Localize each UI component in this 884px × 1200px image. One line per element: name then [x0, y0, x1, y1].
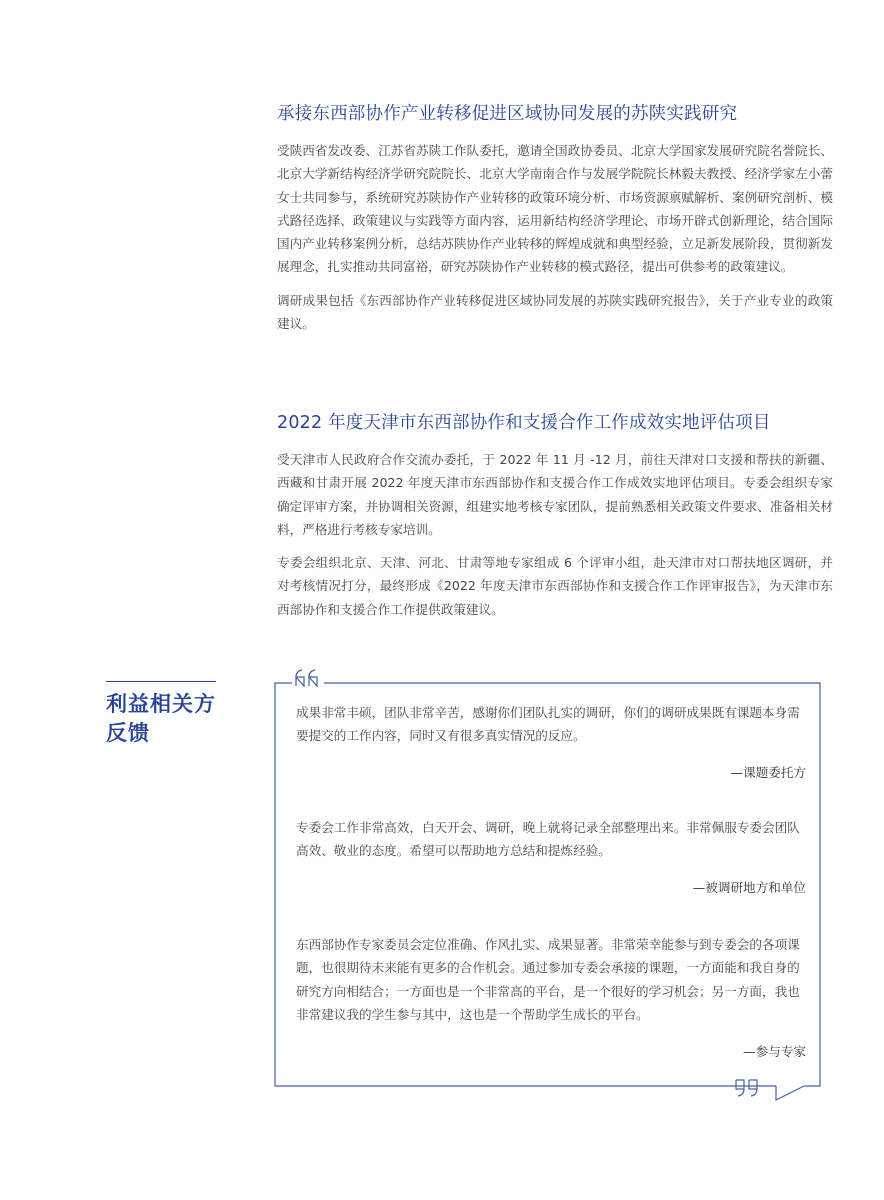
section-title: 承接东西部协作产业转移促进区域协同发展的苏陕实践研究: [277, 104, 738, 124]
quote-text: 东西部协作专家委员会定位准确、作风扎实、成果显著。非常荣幸能参与到专委会的各项课题，也很期待未来能有更多的合作机会。通过参加专委会承接的课题，一方面能和我自身的研究方向相结合；一方面也是一个非常高的平台，是一个很好的学习机会；另一方面，我也非常建议我的学生参与其中，这也是一个帮助学生成长的平台。: [296, 937, 800, 1023]
section-paragraph: 受天津市人民政府合作交流办委托，于 2022 年 11 月 -12 月，前往天津对口支援和帮扶的新疆、西藏和甘肃开展 2022 年度天津市东西部协作和支援合作工作成效实地评估项目。专委会组织专家确定评审方案，并协调相关资源，组建实地考核专家团队，提前熟悉相关政策文件要求、准备相关材料，严格进行考核专家培训。: [277, 452, 833, 537]
quote-text: 专委会工作非常高效，白天开会、调研，晚上就将记录全部整理出来。非常佩服专委会团队高效、敬业的态度。希望可以帮助地方总结和提炼经验。: [296, 820, 800, 859]
quote-attribution: —参与专家: [743, 1043, 806, 1059]
project-section-1: [277, 101, 833, 345]
open-quote-icon: [296, 670, 317, 686]
feedback-quote: [296, 701, 806, 781]
feedback-heading-line: 利益相关方: [106, 692, 216, 716]
quote-attribution: —被调研地方和单位: [692, 879, 806, 895]
section-paragraph: 专委会组织北京、天津、河北、甘肃等地专家组成 6 个评审小组，赴天津市对口帮扶地区调研，并对考核情况打分，最终形成《2022 年度天津市东西部协作和支援合作工作评审报告》，为天津市东西部协作和支援合作工作提供政策建议。: [277, 555, 833, 617]
quote-attribution: —课题委托方: [730, 764, 806, 780]
section-paragraph: 受陕西省发改委、江苏省苏陕工作队委托，邀请全国政协委员、北京大学国家发展研究院名誉院长、北京大学新结构经济学研究院院长、北京大学南南合作与发展学院院长林毅夫教授、经济学家左小蕾女士共同参与，系统研究苏陕协作产业转移的政策环境分析、市场资源禀赋解析、案例研究剖析、模式路径选择、政策建议与实践等方面内容，运用新结构经济学理论、市场开辟式创新理论，结合国际国内产业转移案例分析，总结苏陕协作产业转移的辉煌成就和典型经验，立足新发展阶段，贯彻新发展理念，扎实推动共同富裕，研究苏陕协作产业转移的模式路径，提出可供参考的政策建议。: [277, 143, 833, 275]
quote-text: 成果非常丰硕，团队非常辛苦，感谢你们团队扎实的调研，你们的调研成果既有课题本身需要提交的工作内容，同时又有很多真实情况的反应。: [296, 705, 800, 744]
feedback-quote-box: [276, 683, 821, 1086]
section-title: 2022 年度天津市东西部协作和支援合作工作成效实地评估项目: [277, 413, 771, 433]
project-section-2: [277, 410, 833, 631]
feedback-heading: [106, 681, 216, 748]
feedback-quote: [296, 933, 806, 1060]
feedback-heading-line: 反馈: [106, 721, 150, 745]
section-paragraph: 调研成果包括《东西部协作产业转移促进区域协同发展的苏陕实践研究报告》，关于产业专业的政策建议。: [277, 292, 833, 332]
close-quote-icon: [736, 1080, 757, 1096]
feedback-quote: [296, 816, 806, 896]
